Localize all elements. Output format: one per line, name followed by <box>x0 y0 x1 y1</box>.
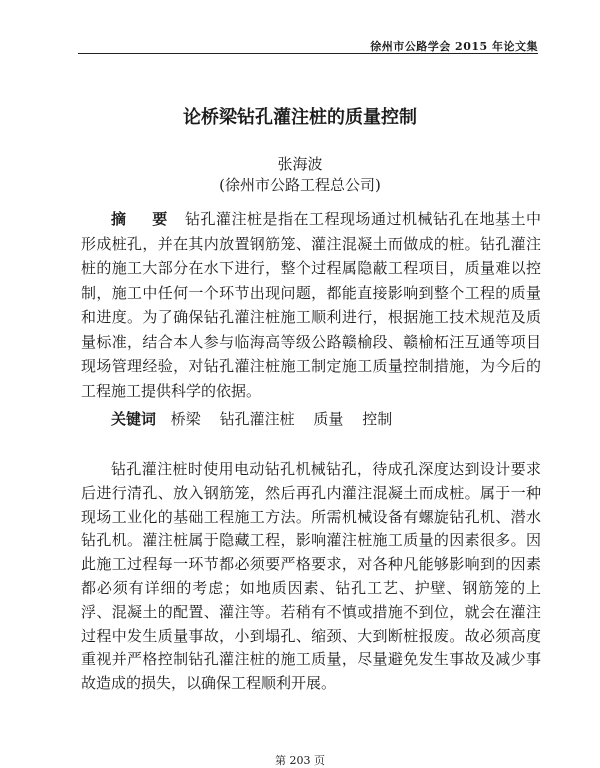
keyword-item: 桥梁 <box>170 410 201 428</box>
keywords <box>111 407 541 431</box>
keyword-item: 控制 <box>362 410 393 428</box>
running-header: 徐州市公路学会 2015 年论文集 <box>370 40 538 53</box>
page-number: 第 203 页 <box>275 754 325 767</box>
paper-title: 论桥梁钻孔灌注桩的质量控制 <box>183 107 417 128</box>
author-affiliation: (徐州市公路工程总公司) <box>219 176 381 194</box>
abstract <box>81 207 541 403</box>
author-name: 张海波 <box>277 155 323 173</box>
keywords-label: 关键词 <box>111 410 157 428</box>
keyword-item: 钻孔灌注桩 <box>219 410 295 428</box>
abstract-label: 摘 要 <box>111 210 178 228</box>
abstract-text: 钻孔灌注桩是指在工程现场通过机械钻孔在地基土中形成桩孔，并在其内放置钢筋笼、灌注混凝土而做成的桩。钻孔灌注桩的施工大部分在水下进行，整个过程属隐蔽工程项目，质量难以控制，施工中任何一个环节出现问题，都能直接影响到整个工程的质量和进度。为了确保钻孔灌注桩施工顺利进行，根据施工技术规范及质量标准，结合本人参与临海高等级公路赣榆段、赣榆柘汪互通等项目现场管理经验，对钻孔灌注桩施工制定施工质量控制措施，为今后的工程施工提供科学的依据。 <box>81 210 541 400</box>
header-rule <box>78 53 538 54</box>
keyword-item: 质量 <box>313 410 344 428</box>
body-paragraph: 钻孔灌注桩时使用电动钻孔机械钻孔，待成孔深度达到设计要求后进行清孔、放入钢筋笼，然后再孔内灌注混凝土而成桩。属于一种现场工业化的基础工程施工方法。所需机械设备有螺旋钻孔机、潜水钻孔机。灌注桩属于隐藏工程，影响灌注桩施工质量的因素很多。因此施工过程每一环节都必须要严格要求，对各种凡能够影响到的因素都必须有详细的考虑；如地质因素、钻孔工艺、护壁、钢筋笼的上浮、混凝土的配置、灌注等。若稍有不慎或措施不到位，就会在灌注过程中发生质量事故，小到塌孔、缩颈、大到断桩报废。故必须高度重视并严格控制钻孔灌注桩的施工质量，尽量避免发生事故及减少事故造成的损失，以确保工程顺利开展。 <box>81 460 541 693</box>
